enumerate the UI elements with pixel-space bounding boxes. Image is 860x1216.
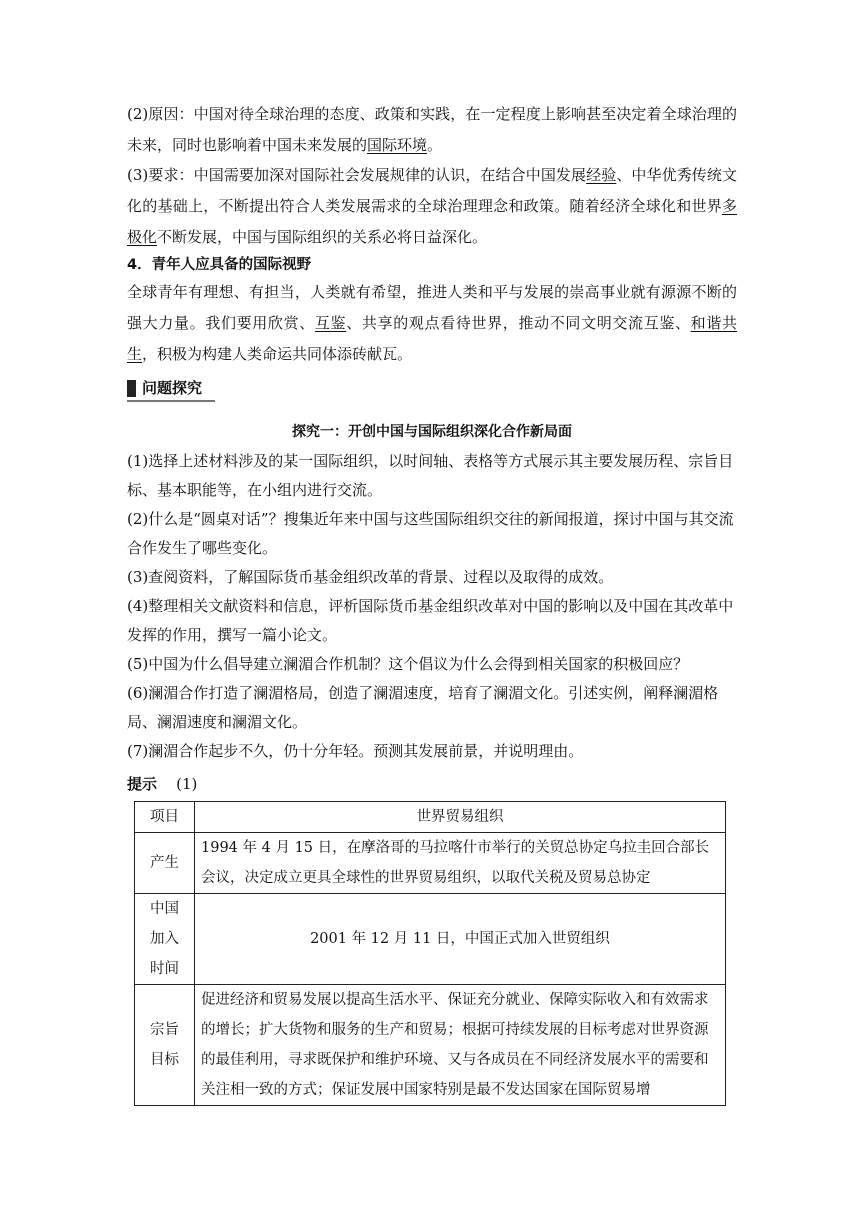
question-item: (3)查阅资料，了解国际货币基金组织改革的背景、过程以及取得的成效。 <box>127 568 614 586</box>
youth-suffix: ，积极为构建人类命运共同体添砖献瓦。 <box>142 345 413 363</box>
reason-text: (2)原因：中国对待全球治理的态度、政策和实践，在一定程度上影响甚至决定着全球治理的未来，同时也影响着中国未来发展的 <box>127 105 737 154</box>
requirement-underlined-term-1: 经验 <box>586 166 617 184</box>
requirement-paragraph <box>127 160 737 253</box>
table-row-label-line: 中国 <box>150 901 179 917</box>
section-tag-label: 问题探究 <box>142 379 203 397</box>
table-row <box>135 894 726 985</box>
table-row-label <box>135 894 195 985</box>
section-tag <box>127 376 215 402</box>
table-row <box>135 985 726 1106</box>
question-list <box>127 447 737 766</box>
table-row-label-line: 宗旨 <box>150 1022 179 1038</box>
table-row <box>135 833 726 894</box>
table-row-label <box>135 985 195 1106</box>
reason-underlined-term: 国际环境 <box>367 136 428 154</box>
table-row-label-line: 产生 <box>150 855 179 871</box>
requirement-text-mid: 、中华优秀传统文化的基础上，不断提出符合人类发展需求的全球治理理念和政策。随着经济全球化和世界 <box>127 166 737 215</box>
youth-heading: 4．青年人应具备的国际视野 <box>127 257 312 273</box>
youth-paragraph <box>127 277 737 370</box>
question-item: (6)澜湄合作打造了澜湄格局，创造了澜湄速度，培育了澜湄文化。引述实例，阐释澜湄格局、澜湄速度和澜湄文化。 <box>127 684 719 731</box>
hint-label: 提示 <box>127 775 158 793</box>
question-item: (5)中国为什么倡导建立澜湄合作机制？这个倡议为什么会得到相关国家的积极回应？ <box>127 655 689 673</box>
requirement-text: (3)要求：中国需要加深对国际社会发展规律的认识，在结合中国发展 <box>127 166 587 184</box>
hint-number: (1) <box>176 775 198 793</box>
table-header-cell: 项目 <box>135 802 195 833</box>
table-cell: 促进经济和贸易发展以提高生活水平、保证充分就业、保障实际收入和有效需求的增长；扩大货物和服务的生产和贸易；根据可持续发展的目标考虑对世界资源的最佳利用，寻求既保护和维护环境、又与各成员在不同经济发展水平的需要和关注相一致的方式；保证发展中国家特别是最不发达国家在国际贸易增 <box>195 985 726 1106</box>
table-row-label <box>135 833 195 894</box>
question-item: (2)什么是“圆桌对话”？搜集近年来中国与这些国际组织交往的新闻报道，探讨中国与其交流合作发生了哪些变化。 <box>127 510 734 557</box>
requirement-suffix: 不断发展，中国与国际组织的关系必将日益深化。 <box>157 228 488 246</box>
question-item: (1)选择上述材料涉及的某一国际组织，以时间轴、表格等方式展示其主要发展历程、宗旨目标、基本职能等，在小组内进行交流。 <box>127 452 734 499</box>
wto-table <box>134 801 726 1106</box>
youth-text-mid: 、共享的观点看待世界，推动不同文明交流互鉴、 <box>346 314 691 332</box>
table-row-label-line: 目标 <box>150 1052 179 1068</box>
youth-underlined-term-2: 和谐共生 <box>127 314 737 363</box>
hint-line <box>127 772 197 796</box>
reason-suffix: 。 <box>427 136 443 154</box>
question-item: (7)澜湄合作起步不久，仍十分年轻。预测其发展前景，并说明理由。 <box>127 742 584 760</box>
table-cell: 2001 年 12 月 11 日，中国正式加入世贸组织 <box>195 894 726 985</box>
question-item: (4)整理相关文献资料和信息，评析国际货币基金组织改革对中国的影响以及中国在其改革中发挥的作用，撰写一篇小论文。 <box>127 597 734 644</box>
section-tag-underline <box>127 400 215 402</box>
table-cell: 1994 年 4 月 15 日，在摩洛哥的马拉喀什市举行的关贸总协定乌拉圭回合部长会议，决定成立更具全球性的世界贸易组织，以取代关税及贸易总协定 <box>195 833 726 894</box>
table-row-label-line: 加入 <box>150 931 179 947</box>
section-title: 探究一：开创中国与国际组织深化合作新局面 <box>292 424 572 440</box>
youth-underlined-term-1: 互鉴 <box>314 314 347 332</box>
youth-text: 全球青年有理想、有担当，人类就有希望，推进人类和平与发展的崇高事业就有源源不断的强大力量。我们要用欣赏、 <box>127 283 737 332</box>
table-header-row <box>135 802 726 833</box>
reason-paragraph <box>127 99 737 161</box>
table-header-cell: 世界贸易组织 <box>195 802 726 833</box>
requirement-underlined-term-2: 多极化 <box>127 197 737 246</box>
section-tag-bar <box>127 380 136 397</box>
table-row-label-line: 时间 <box>150 961 179 977</box>
